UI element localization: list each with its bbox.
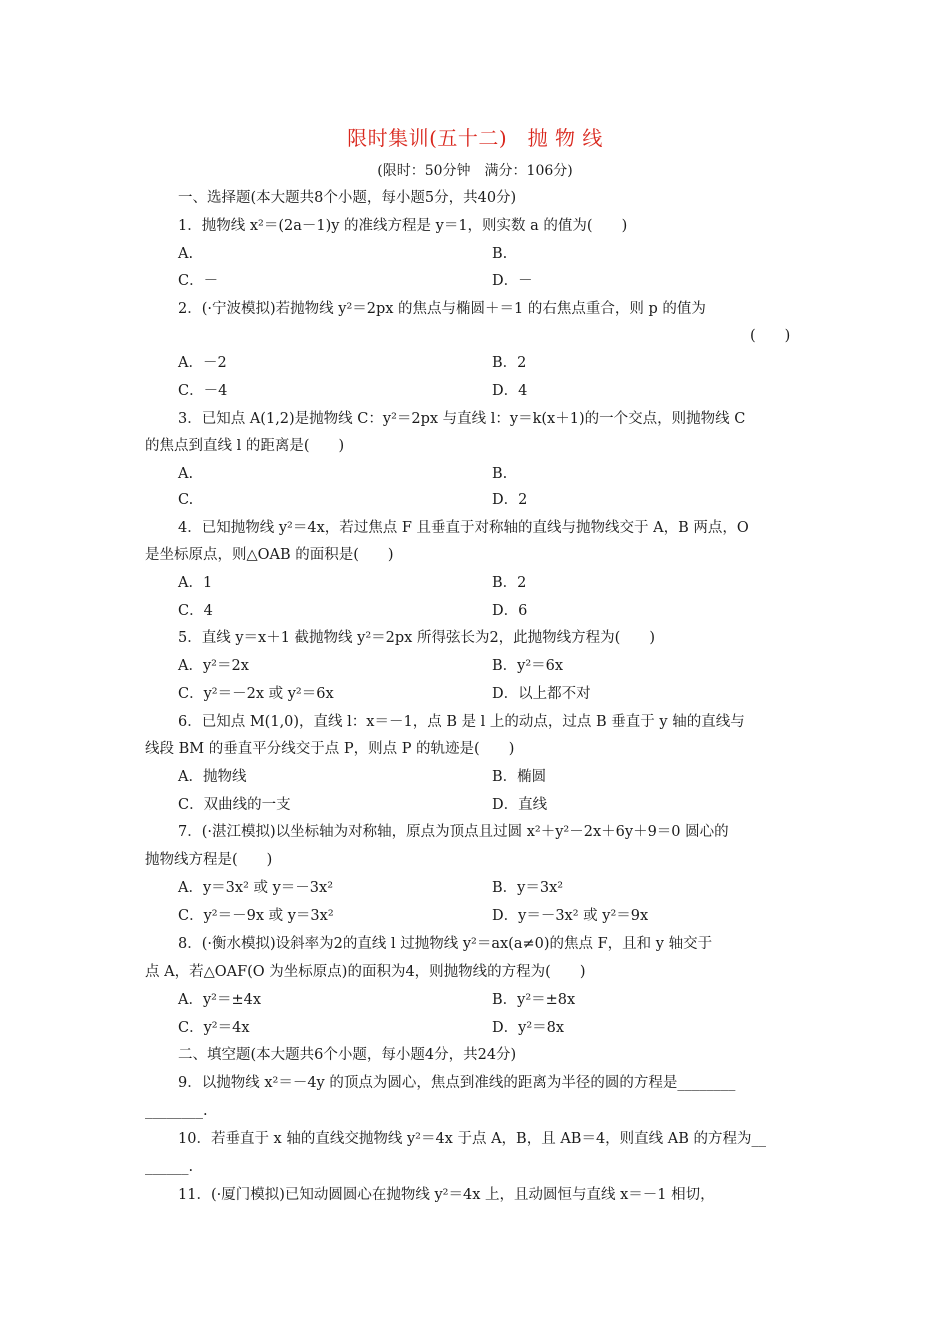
text-line: 9．以抛物线 x²＝－4y 的顶点为圆心，焦点到准线的距离为半径的圆的方程是________ bbox=[178, 1075, 736, 1091]
text-line: A. bbox=[178, 466, 194, 482]
text-line: C．双曲线的一支 bbox=[178, 797, 291, 813]
text-line: 的焦点到直线 l 的距离是( ) bbox=[145, 438, 345, 454]
text-line: C．y²＝－9x 或 y＝3x² bbox=[178, 908, 334, 924]
text-line: 1．抛物线 x²＝(2a－1)y 的准线方程是 y＝1，则实数 a 的值为( ) bbox=[178, 218, 628, 234]
text-line: 10．若垂直于 x 轴的直线交抛物线 y²＝4x 于点 A，B，且 AB＝4，则直线 AB 的方程为__ bbox=[178, 1131, 767, 1147]
text-line: A．－2 bbox=[178, 355, 227, 371]
text-line: A．抛物线 bbox=[178, 769, 247, 785]
text-line: D．4 bbox=[492, 383, 528, 399]
text-line: ( ) bbox=[750, 328, 791, 344]
text-line: 2．(·宁波模拟)若抛物线 y²＝2px 的焦点与椭圆＋＝1 的右焦点重合，则 p 的值为 bbox=[178, 301, 706, 317]
text-line: B. bbox=[492, 466, 508, 482]
text-line: A．1 bbox=[178, 575, 213, 591]
text-line: B．2 bbox=[492, 355, 527, 371]
text-line: C．4 bbox=[178, 603, 213, 619]
text-line: 一、选择题(本大题共8个小题，每小题5分，共40分) bbox=[178, 190, 517, 206]
text-line: A．y²＝2x bbox=[178, 658, 249, 674]
text-line: B．2 bbox=[492, 575, 527, 591]
text-line: D．y＝－3x² 或 y²＝9x bbox=[492, 908, 649, 924]
text-line: A．y²＝±4x bbox=[178, 992, 262, 1008]
text-line: C．－4 bbox=[178, 383, 228, 399]
text-line: A．y＝3x² 或 y＝－3x² bbox=[178, 880, 334, 896]
text-line: B．y＝3x² bbox=[492, 880, 564, 896]
text-line: D．2 bbox=[492, 492, 528, 508]
text-line: 是坐标原点，则△OAB 的面积是( ) bbox=[145, 547, 394, 563]
text-line: 点 A，若△OAF(O 为坐标原点)的面积为4，则抛物线的方程为( ) bbox=[145, 964, 586, 980]
text-line: D．以上都不对 bbox=[492, 686, 591, 702]
text-line: 4．已知抛物线 y²＝4x，若过焦点 F 且垂直于对称轴的直线与抛物线交于 A，B 两点，O bbox=[178, 520, 749, 536]
text-line: D．－ bbox=[492, 273, 533, 289]
text-line: 7．(·湛江模拟)以坐标轴为对称轴，原点为顶点且过圆 x²＋y²－2x＋6y＋9＝0 圆心的 bbox=[178, 824, 729, 840]
text-line: 抛物线方程是( ) bbox=[145, 852, 273, 868]
text-line: B．y²＝±8x bbox=[492, 992, 576, 1008]
text-line: 线段 BM 的垂直平分线交于点 P，则点 P 的轨迹是( ) bbox=[145, 741, 515, 757]
text-line: B. bbox=[492, 246, 508, 262]
text-line: C．y²＝4x bbox=[178, 1020, 250, 1036]
text-line: D．直线 bbox=[492, 797, 548, 813]
text-line: 二、填空题(本大题共6个小题，每小题4分，共24分) bbox=[178, 1047, 517, 1063]
page-title: 限时集训(五十二) 抛 物 线 bbox=[347, 126, 603, 150]
text-line: B．椭圆 bbox=[492, 769, 547, 785]
text-line: ______. bbox=[145, 1159, 194, 1175]
text-line: D．6 bbox=[492, 603, 528, 619]
text-line: 11．(·厦门模拟)已知动圆圆心在抛物线 y²＝4x 上，且动圆恒与直线 x＝－1 相切， bbox=[178, 1187, 715, 1203]
text-line: B．y²＝6x bbox=[492, 658, 564, 674]
page-subtitle: (限时：50分钟 满分：106分) bbox=[377, 163, 573, 179]
text-line: C. bbox=[178, 492, 194, 508]
text-line: C．－ bbox=[178, 273, 219, 289]
text-line: 3．已知点 A(1,2)是抛物线 C：y²＝2px 与直线 l：y＝k(x＋1)的一个交点，则抛物线 C bbox=[178, 411, 746, 427]
text-line: ________. bbox=[145, 1103, 208, 1119]
text-line: D．y²＝8x bbox=[492, 1020, 565, 1036]
text-line: A. bbox=[178, 246, 194, 262]
text-line: 5．直线 y＝x＋1 截抛物线 y²＝2px 所得弦长为2，此抛物线方程为( ) bbox=[178, 630, 655, 646]
text-line: 6．已知点 M(1,0)，直线 l：x＝－1，点 B 是 l 上的动点，过点 B 垂直于 y 轴的直线与 bbox=[178, 714, 745, 730]
text-line: 8．(·衡水模拟)设斜率为2的直线 l 过抛物线 y²＝ax(a≠0)的焦点 F，且和 y 轴交于 bbox=[178, 936, 713, 952]
text-line: C．y²＝－2x 或 y²＝6x bbox=[178, 686, 334, 702]
